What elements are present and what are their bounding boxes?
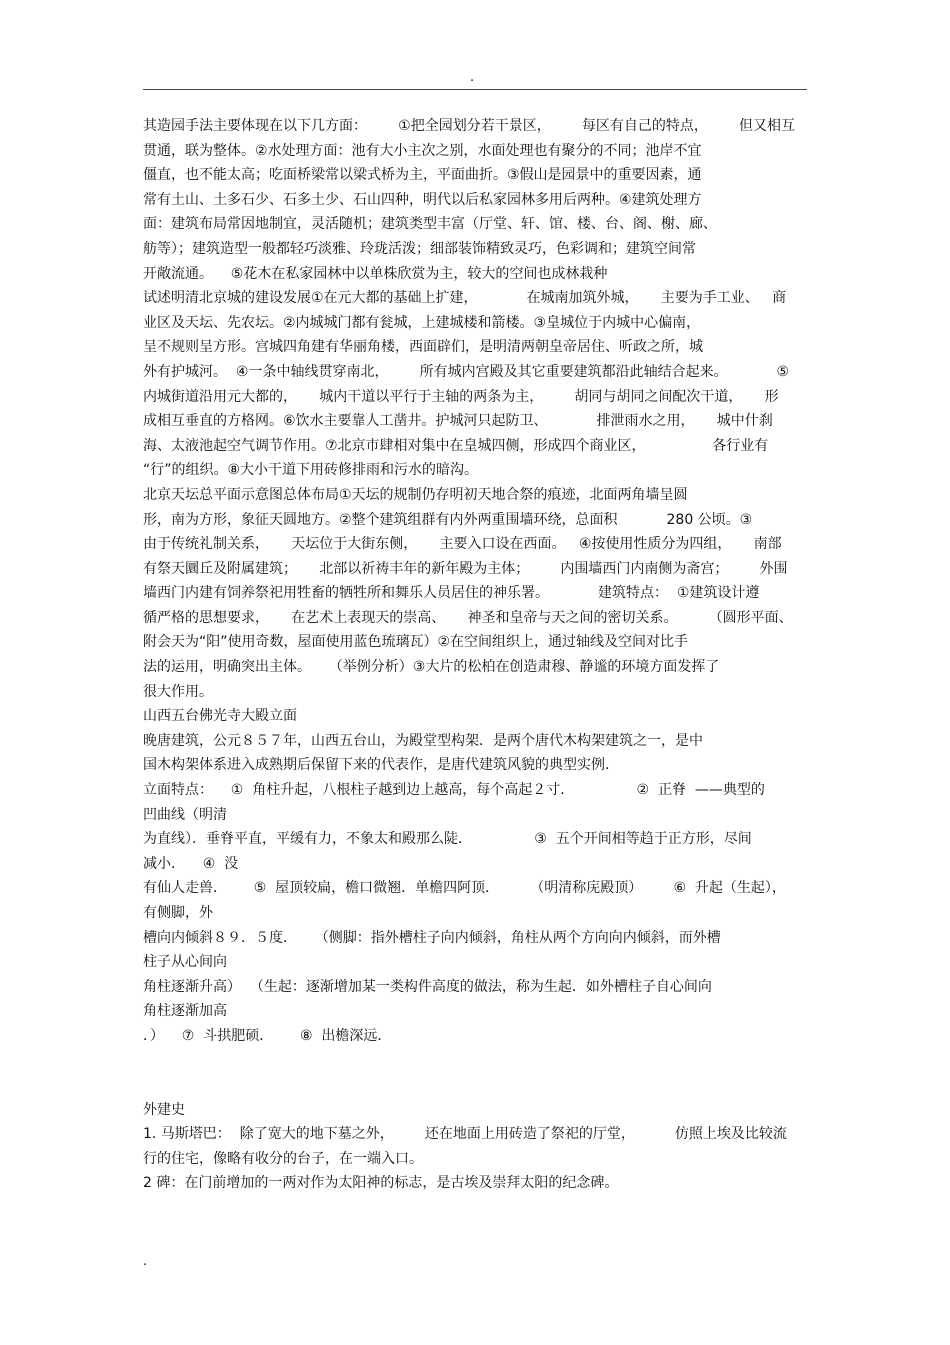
text-line: 有仙人走兽． ⑤ 屋顶较扁，檐口微翘．单檐四阿顶． （明清称庑殿顶） ⑥ 升起（生起）， [143,880,786,897]
text-line: 槽向内倾斜８９．５度． （侧脚：指外槽柱子向内倾斜，角柱从两个方向向内倾斜，而外槽 [143,929,721,946]
text-line: 业区及天坛、先农坛。②内城城门都有瓮城，上建城楼和箭楼。③皇城位于内城中心偏南， [143,314,701,331]
header-rule [143,89,807,90]
footer-mark: . [143,1254,148,1269]
text-line: 墙西门内建有饲养祭祀用牲畜的牺牲所和舞乐人员居住的神乐署。 建筑特点： ①建筑设计遵 [143,585,760,602]
text-line: 有祭天圜丘及附属建筑； 北部以祈祷丰年的新年殿为主体； 内围墙西门内南侧为斋宫； 外围 [143,560,788,577]
text-line: 立面特点： ① 角柱升起，八根柱子越到边上越高，每个高起２寸． ② 正脊 ——典型的 [143,782,765,799]
text-line: 1. 马斯塔巴： 除了宽大的地下墓之外， 还在地面上用砖造了祭祀的厅堂， 仿照上埃及比较流 [143,1126,787,1143]
text-line: 海、太液池起空气调节作用。⑦北京市肆相对集中在皇城四侧，形成四个商业区， 各行业有 [143,437,769,454]
text-line: 其造园手法主要体现在以下几方面： ①把全园划分若干景区， 每区有自己的特点， 但又相互 [143,118,796,134]
text-line: 附会天为“阳”使用奇数，屋面使用蓝色琉璃瓦）②在空间组织上，通过轴线及空间对比手 [143,634,689,651]
text-line: 北京天坛总平面示意图总体布局①天坛的规制仍存明初天地合祭的痕迹，北面两角墙呈圆 [143,486,688,503]
text-line: 僵直，也不能太高；吃面桥梁常以梁式桥为主，平面曲折。③假山是园景中的重要因素，通 [143,167,702,184]
text-line: ．） ⑦ 斗拱肥硕． ⑧ 出檐深远． [143,1027,392,1044]
text-line: 2 碑：在门前增加的一两对作为太阳神的标志，是古埃及崇拜太阳的纪念碑。 [143,1175,619,1192]
text-line: 舫等）；建筑造型一般都轻巧淡雅、玲珑活泼；细部装饰精致灵巧，色彩调和；建筑空间常 [143,240,696,257]
text-line: 减小． ④ 没 [143,855,239,872]
text-line: 法的运用，明确突出主体。 （举例分析）③大片的松柏在创造肃穆、静谧的环境方面发挥了 [143,659,720,676]
text-line: 面：建筑布局常因地制宜，灵活随机；建筑类型丰富（厅堂、轩、馆、楼、台、阁、榭、廊、 [143,216,717,233]
text-line: 成相互垂直的方格网。⑥饮水主要靠人工凿井。护城河只起防卫、 排泄雨水之用， 城中什刹 [143,413,773,430]
text-line: 试述明清北京城的建设发展①在元大都的基础上扩建， 在城南加筑外城， 主要为手工业、 商 [143,290,787,307]
text-line: 国木构架体系进入成熟期后保留下来的代表作，是唐代建筑风貌的典型实例． [143,757,619,774]
text-line: “行”的组织。⑧大小干道下用砖修排雨和污水的暗沟。 [143,462,479,479]
text-line: 呈不规则呈方形。宫城四角建有华丽角楼，西面辟们，是明清两朝皇帝居住、听政之所，城 [143,339,703,356]
text-line: 贯通，联为整体。②水处理方面：池有大小主次之别，水面处理也有聚分的不同；池岸不宜 [143,142,702,159]
text-line: 循严格的思想要求， 在艺术上表现天的崇高、 神圣和皇帝与天之间的密切关系。 （圆形平面、 [143,609,793,626]
text-line: 内城街道沿用元大都的， 城内干道以平行于主轴的两条为主， 胡同与胡同之间配次干道， 形 [143,388,779,405]
paragraph-gap [143,1049,807,1098]
text-line: 常有土山、土多石少、石多土少、石山四种，明代以后私家园林多用后两种。④建筑处理方 [143,191,702,208]
header-mark: . [470,70,475,85]
text-line: 角柱逐渐加高 [143,1003,227,1020]
text-line: 开敞流通。 ⑤花木在私家园林中以单株欣赏为主，较大的空间也成林栽种 [143,265,608,282]
text-line: 很大作用。 [143,683,213,700]
text-line: 形，南为方形，象征天圆地方。②整个建筑组群有内外两重围墙环绕，总面积 280 公顷。③ [143,511,753,528]
text-line: 有侧脚，外 [143,905,213,921]
text-line: 行的住宅，像略有收分的台子，在一端入口。 [143,1150,423,1167]
text-line: 晚唐建筑，公元８５７年，山西五台山，为殿堂型构架．是两个唐代木构架建筑之一，是中 [143,732,703,749]
text-line: 凹曲线（明清 [143,806,227,823]
section-heading: 外建史 [143,1101,185,1118]
text-line: 角柱逐渐升高） （生起：逐渐增加某一类构件高度的做法，称为生起．如外槽柱子自心间向 [143,978,712,995]
section-heading: 山西五台佛光寺大殿立面 [143,708,297,725]
text-line: 外有护城河。 ④一条中轴线贯穿南北， 所有城内宫殿及其它重要建筑都沿此轴结合起来。 ⑤ [143,363,790,380]
text-line: 为直线）．垂脊平直，平缓有力，不象太和殿那么陡． ③ 五个开间相等趋于正方形，尽间 [143,831,752,848]
text-line: 柱子从心间向 [143,954,227,971]
text-line: 由于传统礼制关系， 天坛位于大街东侧， 主要入口设在西面。 ④按使用性质分为四组， 南部 [143,536,782,553]
document-body [143,114,807,1196]
